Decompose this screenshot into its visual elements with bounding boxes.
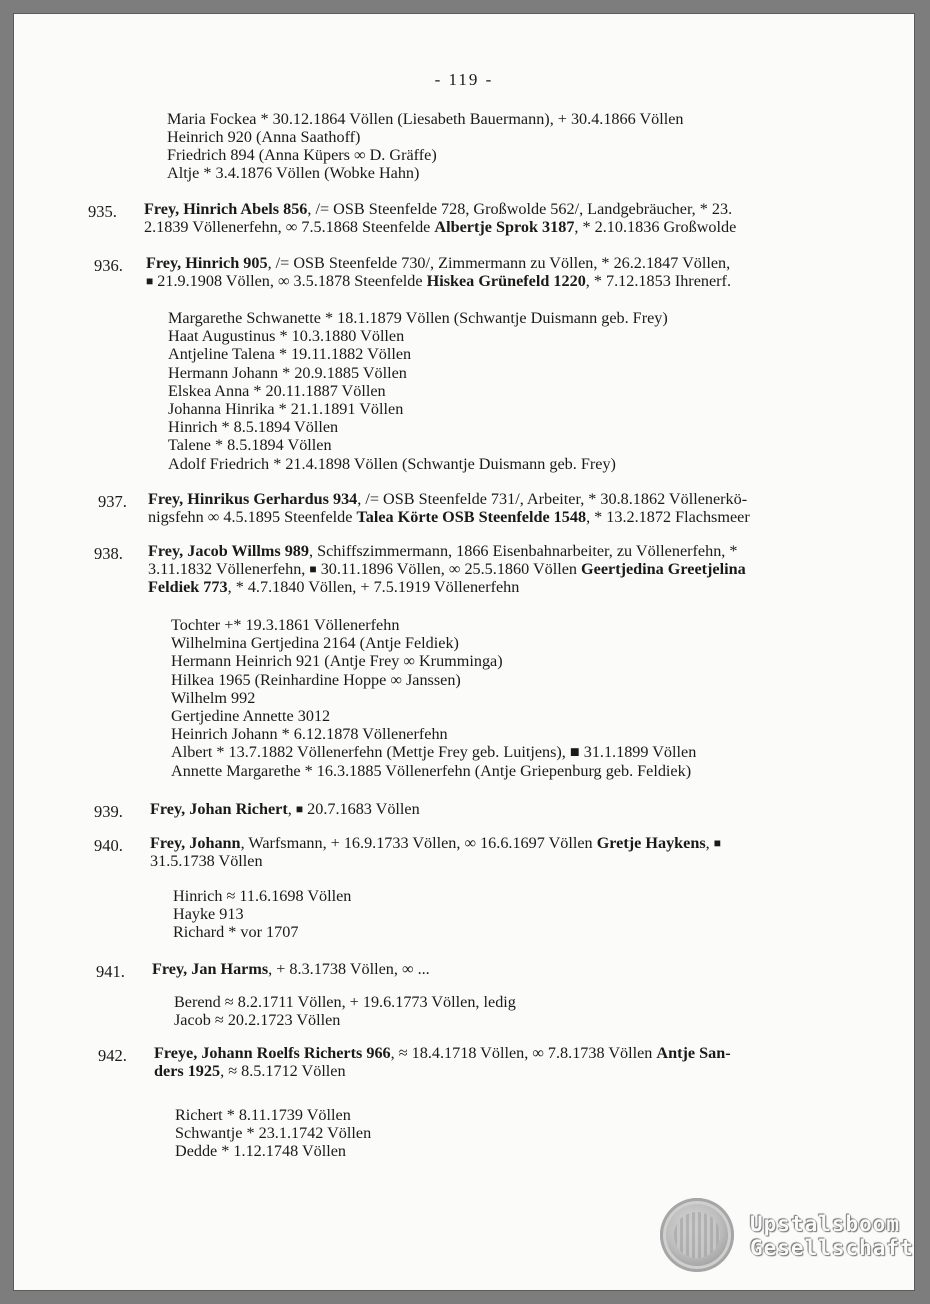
entry-line: Feldiek 773, * 4.7.1840 Völlen, + 7.5.1919 Völlenerfehn — [148, 578, 520, 596]
child-entry: Elskea Anna * 20.11.1887 Völlen — [168, 381, 386, 400]
child-entry: Berend ≈ 8.2.1711 Völlen, + 19.6.1773 Völlen, ledig — [174, 993, 516, 1011]
entry-line: 31.5.1738 Völlen — [150, 852, 263, 870]
entry-line: ■ 21.9.1908 Völlen, ∞ 3.5.1878 Steenfelde Hiskea Grünefeld 1220, * 7.12.1853 Ihrenerf. — [146, 272, 731, 290]
child-entry: Jacob ≈ 20.2.1723 Völlen — [174, 1011, 341, 1030]
child-entry: Wilhelmina Gertjedina 2164 (Antje Feldiek) — [171, 634, 459, 653]
child-entry: Johanna Hinrika * 21.1.1891 Völlen — [168, 400, 404, 418]
child-entry: Wilhelm 992 — [171, 688, 256, 707]
continued-child-line: Friedrich 894 (Anna Küpers ∞ D. Gräffe) — [167, 146, 437, 164]
child-entry: Annette Margarethe * 16.3.1885 Völlenerfehn (Antje Griepenburg geb. Feldiek) — [171, 761, 692, 780]
entry-line: 3.11.1832 Völlenerfehn, ■ 30.11.1896 Völlen, ∞ 25.5.1860 Völlen Geertjedina Greetjelina — [148, 560, 746, 578]
page-number: - 119 - — [434, 70, 494, 89]
entry-number: 940. — [94, 836, 123, 855]
entry-line: Frey, Hinrikus Gerhardus 934, /= OSB Steenfelde 731/, Arbeiter, * 30.8.1862 Völlenerkö- — [148, 490, 748, 508]
child-entry: Hilkea 1965 (Reinhardine Hoppe ∞ Janssen) — [171, 670, 461, 689]
watermark-line-1: Upstalsboom — [750, 1212, 901, 1236]
child-entry: Hermann Heinrich 921 (Antje Frey ∞ Krumminga) — [171, 652, 503, 671]
child-entry: Tochter +* 19.3.1861 Völlenerfehn — [171, 616, 400, 634]
entry-line: Frey, Johan Richert, ■ 20.7.1683 Völlen — [150, 800, 420, 818]
continued-child-line: Heinrich 920 (Anna Saathoff) — [167, 128, 361, 146]
child-entry: Margarethe Schwanette * 18.1.1879 Völlen (Schwantje Duismann geb. Frey) — [168, 309, 668, 327]
child-entry: Haat Augustinus * 10.3.1880 Völlen — [168, 327, 405, 346]
child-entry: Hermann Johann * 20.9.1885 Völlen — [168, 363, 407, 382]
entry-number: 936. — [94, 256, 123, 275]
entry-line: ders 1925, ≈ 8.5.1712 Völlen — [154, 1062, 346, 1080]
entry-line: Frey, Johann, Warfsmann, + 16.9.1733 Völlen, ∞ 16.6.1697 Völlen Gretje Haykens, ■ — [150, 834, 721, 852]
document-page — [14, 14, 914, 1290]
entry-line: Freye, Johann Roelfs Richerts 966, ≈ 18.4.1718 Völlen, ∞ 7.8.1738 Völlen Antje San- — [154, 1044, 731, 1062]
child-entry: Hayke 913 — [173, 905, 244, 924]
continued-child-line: Altje * 3.4.1876 Völlen (Wobke Hahn) — [167, 164, 420, 182]
child-entry: Talene * 8.5.1894 Völlen — [168, 436, 332, 455]
entry-line: 2.1839 Völlenerfehn, ∞ 7.5.1868 Steenfelde Albertje Sprok 3187, * 2.10.1836 Großwolde — [144, 218, 737, 236]
child-entry: Schwantje * 23.1.1742 Völlen — [175, 1124, 372, 1143]
child-entry: Hinrich ≈ 11.6.1698 Völlen — [173, 887, 352, 905]
watermark-line-2: Gesellschaft — [750, 1236, 914, 1260]
entry-number: 941. — [96, 962, 125, 981]
entry-number: 935. — [88, 202, 117, 221]
entry-number: 937. — [98, 492, 127, 511]
child-entry: Heinrich Johann * 6.12.1878 Völlenerfehn — [171, 725, 448, 744]
entry-number: 938. — [94, 544, 123, 563]
child-entry: Albert * 13.7.1882 Völlenerfehn (Mettje Frey geb. Luitjens), ■ 31.1.1899 Völlen — [171, 743, 697, 762]
child-entry: Richard * vor 1707 — [173, 923, 299, 942]
child-entry: Gertjedine Annette 3012 — [171, 707, 331, 725]
child-entry: Antjeline Talena * 19.11.1882 Völlen — [168, 345, 412, 364]
society-seal-icon — [660, 1198, 734, 1272]
society-watermark — [750, 1212, 914, 1260]
entry-line: nigsfehn ∞ 4.5.1895 Steenfelde Talea Körte OSB Steenfelde 1548, * 13.2.1872 Flachsmeer — [148, 508, 750, 526]
entry-number: 939. — [94, 802, 123, 821]
entry-line: Frey, Jan Harms, + 8.3.1738 Völlen, ∞ ... — [152, 960, 430, 978]
child-entry: Hinrich * 8.5.1894 Völlen — [168, 418, 339, 437]
entry-line: Frey, Hinrich 905, /= OSB Steenfelde 730/, Zimmermann zu Völlen, * 26.2.1847 Völlen, — [146, 254, 731, 272]
child-entry: Richert * 8.11.1739 Völlen — [175, 1106, 351, 1124]
child-entry: Dedde * 1.12.1748 Völlen — [175, 1142, 346, 1161]
entry-line: Frey, Jacob Willms 989, Schiffszimmermann, 1866 Eisenbahnarbeiter, zu Völlenerfehn, * — [148, 542, 738, 560]
entry-number: 942. — [98, 1046, 127, 1065]
entry-line: Frey, Hinrich Abels 856, /= OSB Steenfelde 728, Großwolde 562/, Landgebräucher, * 23. — [144, 200, 733, 218]
child-entry: Adolf Friedrich * 21.4.1898 Völlen (Schwantje Duismann geb. Frey) — [168, 454, 616, 473]
continued-child-line: Maria Fockea * 30.12.1864 Völlen (Liesabeth Bauermann), + 30.4.1866 Völlen — [167, 110, 684, 128]
